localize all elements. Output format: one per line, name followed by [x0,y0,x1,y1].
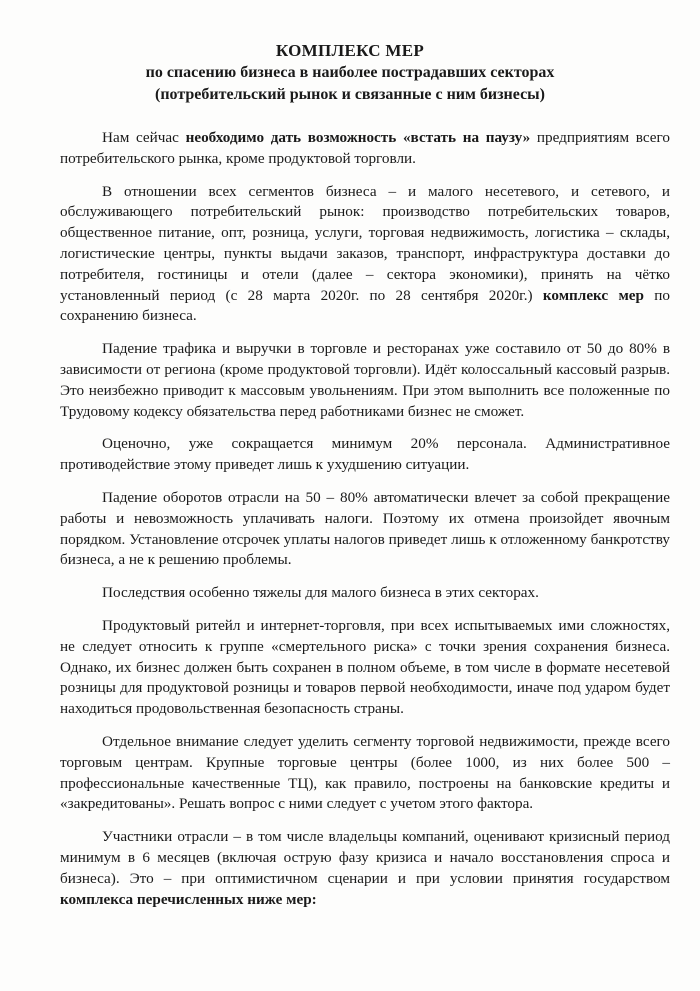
document-subtitle-scope: (потребительский рынок и связанные с ним бизнесы) [155,86,545,103]
document-subtitle: по спасению бизнеса в наиболее пострадавших секторах [145,64,555,81]
bold-phrase: необходимо дать возможность «встать на паузу» [185,129,531,146]
document-title: КОМПЛЕКС МЕР [275,41,425,60]
paragraph-segments: В отношении всех сегментов бизнеса – и малого несетевого, и сетевого, и обслуживающего потребительский рынок: производство потребительских товаров, общественное питание, опт, розница, услуги, торговая недвижимость, логистика – склады, логистические центры, пункты выдачи заказов, транспорт, инфраструктура доставки до потребителя, гостиницы и отели (далее – сектора экономики), принять на чётко установленный период (с 28 марта 2020г. по 28 сентября 2020г.) комплекс мер по сохранению бизнеса. [60,182,670,325]
paragraph-staff-cuts: Оценочно, уже сокращается минимум 20% персонала. Административное противодействие этому приведет лишь к ухудшению ситуации. [60,435,670,474]
paragraph-traffic-drop: Падение трафика и выручки в торговле и ресторанах уже составило от 50 до 80% в зависимости от региона (кроме продуктовой торговли). Идёт колоссальный кассовый разрыв. Это неизбежно приводит к массовым увольнениям. При этом выполнить все положенные по Трудовому кодексу обязательства перед работниками бизнес не сможет. [60,340,670,420]
document-body [60,128,670,922]
paragraph-food-retail: Продуктовый ритейл и интернет-торговля, при всех испытываемых ими сложностях, не следует относить к группе «смертельного риска» с точки зрения сохранения бизнеса. Однако, их бизнес должен быть сохранен в полном объеме, в том числе в формате несетевой розницы для продуктовой розницы и товаров первой необходимости, иначе под ударом будет находиться продовольственная безопасность страны. [60,616,670,718]
paragraph-turnover-drop: Падение оборотов отрасли на 50 – 80% автоматически влечет за собой прекращение работы и невозможность уплачивать налоги. Поэтому их отмена произойдет явочным порядком. Установление отсрочек уплаты налогов приведет лишь к отложенному банкротству бизнеса, а не к решению проблемы. [60,488,670,569]
paragraph-pause: Нам сейчас необходимо дать возможность «встать на паузу» предприятиям всего потребительского рынка, кроме продуктовой торговли. [60,129,670,167]
paragraph-small-business: Последствия особенно тяжелы для малого бизнеса в этих секторах. [102,584,539,602]
paragraph-crisis-period: Участники отрасли – в том числе владельцы компаний, оценивают кризисный период минимум в 6 месяцев (включая острую фазу кризиса и начало восстановления спроса и бизнеса). Это – при оптимистичном сценарии и при условии принятия государством комплекса перечисленных ниже мер: [60,828,670,908]
paragraph-real-estate: Отдельное внимание следует уделить сегменту торговой недвижимости, прежде всего торговым центрам. Крупные торговые центры (более 1000, из них более 500 – профессиональные качественные ТЦ), как правило, построены на банковские кредиты и «закредитованы». Решать вопрос с ними следует с учетом этого фактора. [60,732,670,813]
document-header [0,40,700,106]
bold-phrase: комплекс мер [542,286,644,304]
bold-phrase: комплекса перечисленных ниже мер: [60,890,317,908]
